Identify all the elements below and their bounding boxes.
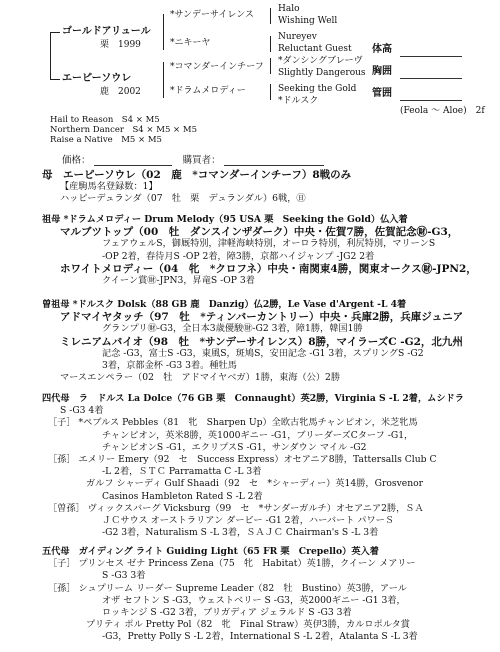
- section-line: -OP 2着，春待月S -OP 2着，障3勝，京都ハイジャンプ -JG2 2着: [102, 250, 375, 262]
- sire-dam: *ニキーヤ: [170, 38, 211, 48]
- height-label: 体高: [372, 44, 392, 55]
- fourth-dam-section: [42, 393, 492, 539]
- section-line: オザ セフトン S -G3，ウェストベリー S -G3，英2000ギニー -G1 3着，: [102, 594, 406, 606]
- bracket-line: [270, 36, 271, 52]
- section-heading: 曽祖母 *ドルスク Dolsk（88 GB 鹿 Danzig）仏2勝，Le Vase d'Argent -L 4着: [42, 299, 407, 310]
- section-heading: 祖母 *ドラムメロディー Drum Melody（95 USA 栗 Seeking the Gold）仏入着: [42, 214, 408, 225]
- bracket-line: [50, 79, 60, 80]
- section-line: -G2 3着，Naturalism S -L 3着，ＳＡＪＣ Chairman's S -L 3着: [102, 527, 379, 539]
- section-line: S -G3 4着: [60, 405, 104, 417]
- section-line: フェアウェルS，御厩特別，津軽海峡特別，オーロラ特別，利尻特別，マリーンS: [102, 238, 436, 250]
- section-line: グランプリ㊖-G3，全日本3歳優駿㊖-G2 3着，障1勝，韓国1勝: [102, 323, 363, 335]
- chest-field[interactable]: [400, 68, 462, 79]
- family-number: (Feola ～ Aloe) 2f: [400, 106, 485, 116]
- sire-sire: *サンデーサイレンス: [170, 10, 254, 20]
- progeny-line: ホワイトメロディー（04 牝 *クロフネ）中央・南関東4勝，関東オークス㊖-JPN2，: [60, 262, 477, 275]
- section-line: チャンピオン，英米8勝，英1000ギニー -G1，ブリーダーズCターフ -G1，: [102, 429, 414, 441]
- buyer-field[interactable]: [224, 155, 324, 166]
- dam-sire: *コマンダーインチーフ: [170, 62, 264, 72]
- buyer-label: 購買者：: [182, 155, 221, 166]
- ancestor-2: Wishing Well: [278, 16, 338, 26]
- progeny-line: ［孫］ エメリー Emery（92 セ Success Express）オセアニア8勝，Tattersalls Club C: [48, 454, 437, 466]
- progeny-line: ガルフ シャーディ Gulf Shaadi（92 セ *シャーディー）英14勝，Grosvenor: [86, 478, 424, 490]
- ancestor-5: *ダンシングブレーヴ: [278, 56, 363, 66]
- ancestor-1: Halo: [278, 4, 300, 14]
- bracket-line: [163, 62, 164, 98]
- progeny-line: アドマイヤタッチ（97 牡 *ティンバーカントリー）中央・兵庫2勝，兵庫ジュニア: [60, 311, 464, 324]
- bracket-line: [50, 32, 60, 33]
- section-line: Casinos Hambleton Rated S -L 2着: [102, 490, 263, 502]
- section-line: マースエンペラー（02 牡 アドマイヤベガ）1勝，東海（公）2勝: [60, 372, 341, 384]
- sire-name: ゴールドアリュール: [62, 26, 151, 37]
- ancestor-6: Slightly Dangerous: [278, 68, 366, 78]
- section-heading: 五代母 ガイディング ライト Guiding Light（65 FR 栗 Crepello）英入着: [42, 546, 379, 557]
- section-line: -G3，Pretty Polly S -L 2着，International S -L 2着，Atalanta S -L 3着: [102, 631, 418, 643]
- dam-info: 鹿 2002: [100, 87, 141, 97]
- section-line: クイーン賞㊖-JPN3，昇竜S -OP 3着: [102, 275, 255, 287]
- progeny-line: マルブツトップ（00 牡 ダンスインザダーク）中央・佐賀7勝，佐賀記念㊖-G3，: [60, 226, 459, 239]
- ancestor-7: Seeking the Gold: [278, 84, 357, 94]
- price-field[interactable]: [94, 155, 172, 166]
- progeny-line: ［子］ プリンセス ゼナ Princess Zena（75 牝 Habitat）英1勝，クイーン メアリー: [48, 558, 416, 570]
- cannon-field[interactable]: [400, 90, 462, 101]
- inbreeding-line: Northern Dancer S4 × M5 × M5: [50, 125, 197, 135]
- height-field[interactable]: [400, 46, 462, 57]
- section-heading: 母 エーピーソウレ（02 鹿 *コマンダーインチーフ）8戦のみ: [42, 169, 352, 181]
- ancestor-4: Reluctant Guest: [278, 44, 352, 54]
- chest-label: 胸囲: [372, 66, 392, 77]
- fifth-dam-section: [42, 546, 492, 644]
- bracket-line: [270, 84, 271, 100]
- section-line: 【産駒馬名登録数：1】: [60, 181, 158, 193]
- cannon-label: 管囲: [372, 88, 392, 99]
- inbreeding-block: [50, 115, 197, 145]
- bracket-line: [270, 58, 271, 74]
- sire-info: 栗 1999: [100, 40, 141, 50]
- price-label: 価格：: [62, 155, 91, 166]
- granddam-section: [42, 214, 492, 287]
- bracket-line: [50, 32, 51, 80]
- bracket-line: [163, 14, 164, 50]
- dam-section: [42, 169, 492, 206]
- section-line: 記念 -G3，富士S -G3，東風S，斑鳩S，安田記念 -G1 3着，スプリングS -G2: [102, 347, 424, 359]
- section-line: ＪＣサウス オーストラリアン ダービー -G1 2着，ハーバート パワーＳ: [102, 515, 395, 527]
- inbreeding-line: Raise a Native M5 × M5: [50, 135, 162, 145]
- ancestor-3: Nureyev: [278, 32, 317, 42]
- progeny-line: ［子］ *ペブルス Pebbles（81 牝 Sharpen Up）全欧古牝馬チャンピオン，米芝牝馬: [48, 417, 418, 429]
- progeny-line: プリティ ポル Pretty Pol（82 牝 Final Straw）英伊3勝，カルロポルタ賞: [86, 619, 410, 631]
- section-line: 3着，京都金杯 -G3 3着。種牡馬: [102, 360, 237, 372]
- ancestor-8: *ドルスク: [278, 96, 319, 106]
- inbreeding-line: Hail to Reason S4 × M5: [50, 115, 160, 125]
- dam-name: エーピーソウレ: [62, 73, 132, 84]
- progeny-line: ［曽孫］ ヴィックスバーグ Vicksburg（99 セ *サンダーガルチ）オセアニア2勝，ＳＡ: [48, 502, 424, 514]
- great-granddam-section: [42, 299, 492, 384]
- bracket-line: [270, 8, 271, 24]
- price-row: [62, 152, 324, 166]
- section-line: ハッピーデュランダ（07 牡 栗 デュランダル）6戦，㊐: [60, 193, 306, 205]
- dam-dam: *ドラムメロディー: [170, 86, 246, 96]
- section-line: -L 2着，ＳＴＣ Parramatta C -L 3着: [102, 466, 262, 478]
- section-heading: 四代母 ラ ドルス La Dolce（76 GB 栗 Connaught）英2勝，Virginia S -L 2着，ムシドラ: [42, 393, 464, 404]
- section-line: ロッキンジ S -G2 3着，ブリガディア ジェラルド S -G3 3着: [102, 607, 352, 619]
- progeny-line: ［孫］ シュプリーム リーダー Supreme Leader（82 牡 Bustino）英3勝，アール: [48, 582, 407, 594]
- section-line: チャンピオンS -G1，エクリプスS -G1，サンダウン マイル -G2: [102, 441, 367, 453]
- section-line: S -G3 3着: [102, 570, 146, 582]
- progeny-line: ミレニアムバイオ（98 牡 *サンデーサイレンス）8勝，マイラーズC -G2，北九州: [60, 335, 463, 348]
